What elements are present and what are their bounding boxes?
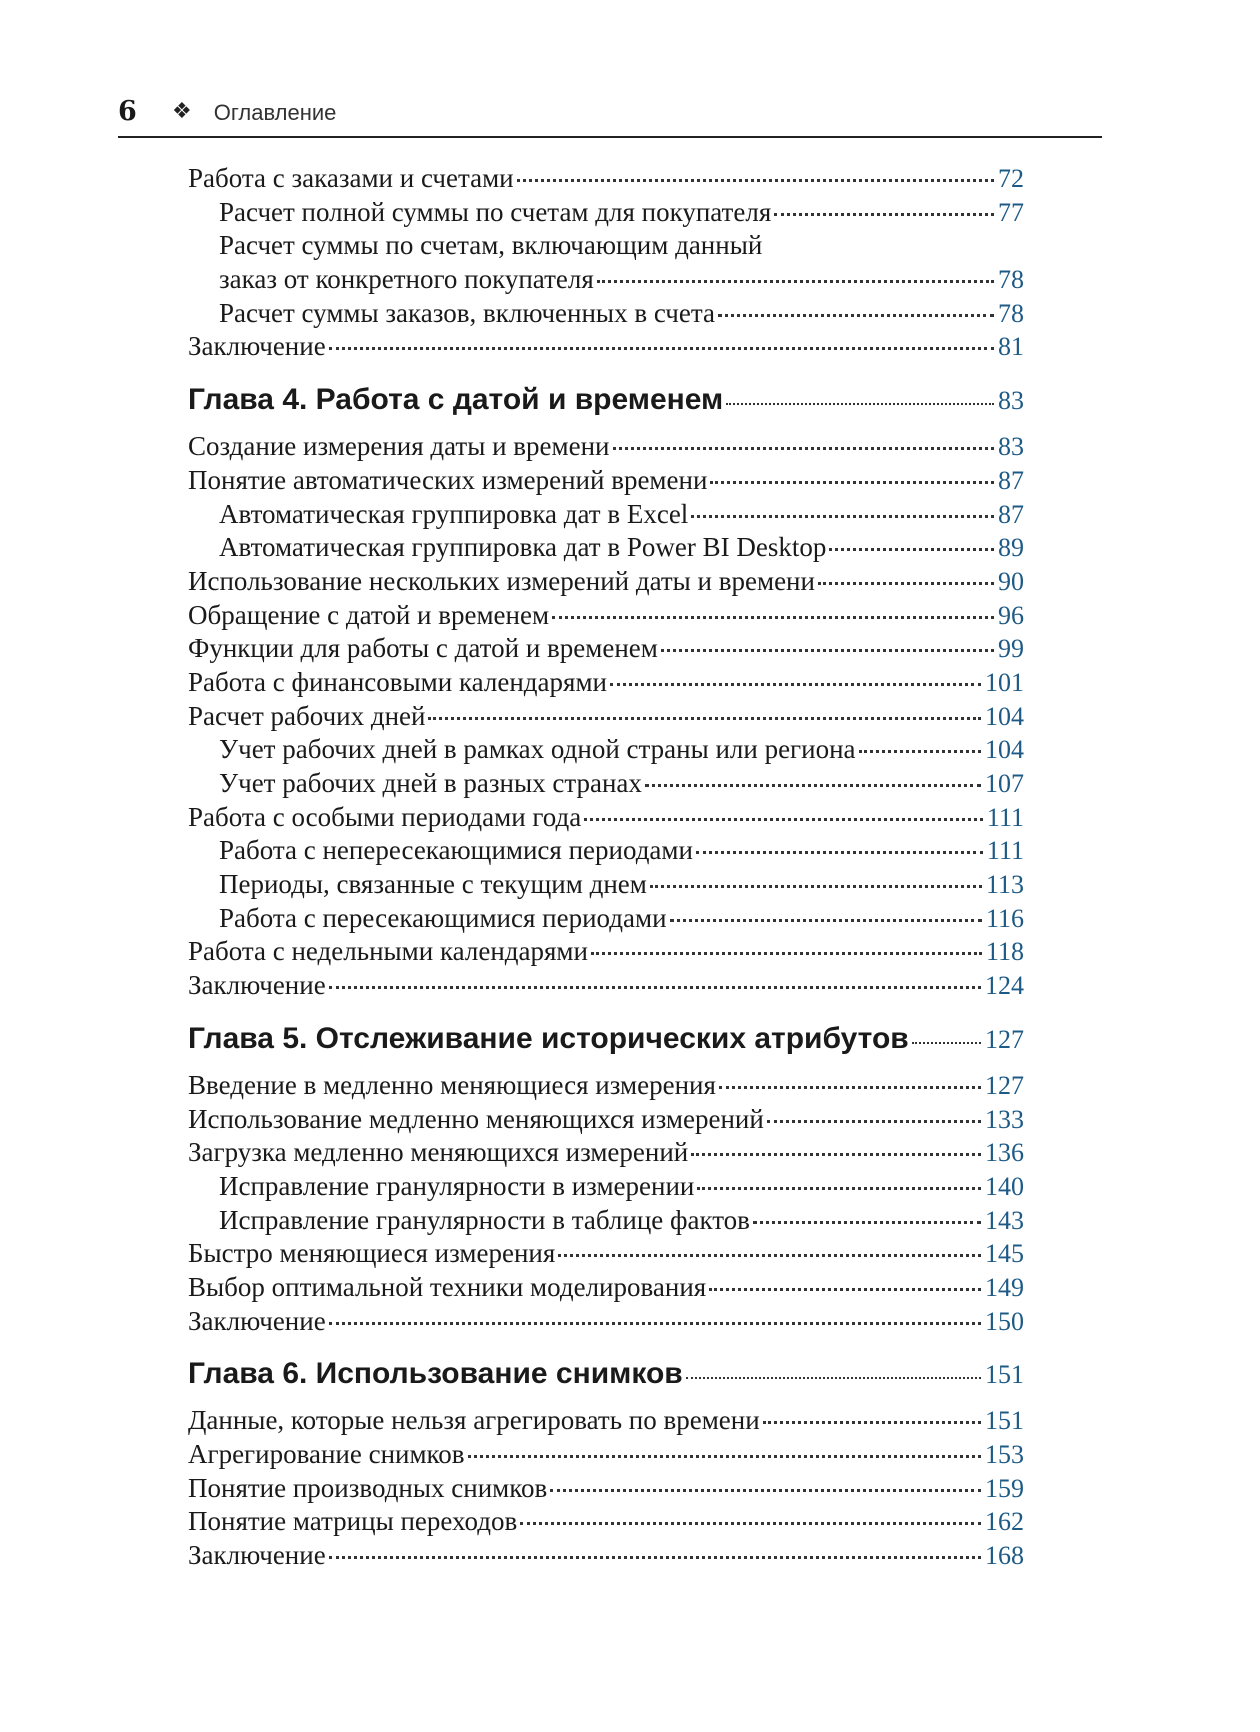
toc-entry[interactable] [188,1103,1024,1137]
dot-leader [650,885,982,888]
toc-entry-title: Расчет суммы по счетам, включающим данный [219,230,763,261]
dot-leader [697,1187,981,1190]
toc-entry-title: Учет рабочих дней в разных странах [219,768,642,798]
toc-page-number: 101 [985,667,1024,697]
toc-entry-title: заказ от конкретного покупателя [219,264,594,295]
dot-leader [718,314,994,317]
toc-entry[interactable] [188,767,1024,801]
toc-page-number: 78 [998,298,1024,328]
toc-entry[interactable] [188,834,1024,868]
dot-leader [661,649,994,652]
toc-entry-title: Работа с заказами и счетами [188,163,514,193]
toc-entry-title: Работа с недельными календарями [188,936,588,967]
toc-page-number: 111 [986,836,1024,866]
toc-entry[interactable] [188,498,1024,532]
page-header [118,96,1102,138]
toc-page-number: 99 [998,634,1024,664]
toc-page-number: 77 [998,197,1024,227]
toc-page-number: 72 [998,164,1024,193]
dot-leader [709,1288,981,1291]
toc-entry[interactable] [188,1170,1024,1204]
toc-entry-title: Расчет рабочих дней [188,700,426,731]
toc-entry-title: Быстро меняющиеся измерения [188,1238,556,1269]
dot-leader [763,1421,981,1424]
dot-leader [558,1254,981,1257]
toc-entry-title: Заключение [188,970,326,1001]
dot-leader [726,403,994,405]
toc-entry[interactable] [188,801,1024,835]
dot-leader [753,1221,981,1224]
dot-leader [818,582,994,585]
toc-entry[interactable] [188,1404,1024,1438]
toc-entry-title: Глава 5. Отслеживание исторических атрибутов [188,1021,909,1055]
toc-entry-title: Обращение с датой и временем [188,599,550,630]
toc-entry-title: Данные, которые нельзя агрегировать по времени [188,1405,760,1436]
toc-entry-title: Работа с финансовыми календарями [188,666,607,697]
toc-entry-title: Понятие матрицы переходов [188,1506,518,1537]
dot-leader [329,1322,981,1325]
toc-page-number: 162 [985,1507,1024,1537]
toc-entry[interactable] [188,700,1024,734]
dot-leader [591,952,982,955]
dot-leader [912,1042,981,1044]
toc-page-number: 118 [985,937,1024,967]
toc-entry-title: Использование нескольких измерений даты и времени [188,565,815,596]
toc-entry[interactable] [188,1438,1024,1472]
toc-page-number: 140 [985,1171,1024,1201]
toc-chapter-heading[interactable] [188,1019,1024,1061]
dot-leader [774,213,994,216]
toc-entry-title: Заключение [188,331,326,362]
toc-entry-title: Работа с пересекающимися периодами [219,902,667,933]
toc-page-number: 89 [998,533,1024,563]
toc-page-number: 133 [985,1104,1024,1134]
dot-leader [597,280,994,283]
dot-leader [767,1120,981,1123]
toc-page-number: 136 [985,1138,1024,1168]
toc-entry[interactable] [188,229,1024,263]
table-of-contents [188,162,1024,1573]
diamond-ornament-icon: ❖ [172,99,192,124]
toc-page-number: 150 [985,1306,1024,1336]
toc-entry[interactable] [188,1271,1024,1305]
toc-entry-title: Глава 6. Использование снимков [188,1357,683,1391]
toc-entry[interactable] [188,263,1024,297]
dot-leader [610,683,981,686]
running-title: Оглавление [213,100,337,125]
toc-page-number: 107 [985,769,1024,798]
toc-entry[interactable] [188,531,1024,565]
dot-leader [428,717,981,720]
toc-entry-title: Работа с непересекающимися периодами [219,835,693,866]
toc-entry-title: Создание измерения даты и времени [188,431,610,462]
toc-chapter-heading[interactable] [188,1354,1024,1396]
dot-leader [468,1455,981,1458]
toc-chapter-heading[interactable] [188,380,1024,422]
toc-page-number: 87 [998,465,1024,495]
toc-entry[interactable] [188,733,1024,767]
toc-page-number: 83 [998,432,1024,462]
toc-entry-title: Исправление гранулярности в таблице фактов [219,1204,750,1235]
toc-page-number: 149 [985,1272,1024,1302]
dot-leader [329,1556,981,1559]
toc-page-number: 127 [985,1070,1024,1100]
dot-leader [520,1522,981,1525]
toc-entry[interactable] [188,969,1024,1003]
dot-leader [550,1489,981,1492]
toc-entry[interactable] [188,162,1024,196]
page-number: 6 [118,96,137,127]
dot-leader [829,548,994,551]
dot-leader [691,515,994,518]
toc-page-number: 124 [985,971,1024,1001]
toc-entry[interactable] [188,1472,1024,1506]
toc-entry-title: Функции для работы с датой и временем [188,633,658,664]
toc-entry[interactable] [188,464,1024,498]
toc-entry-title: Использование медленно меняющихся измерений [188,1103,764,1134]
toc-entry[interactable] [188,330,1024,364]
toc-entry[interactable] [188,1204,1024,1238]
toc-entry[interactable] [188,1305,1024,1339]
toc-entry-title: Расчет полной суммы по счетам для покупателя [219,196,772,227]
toc-entry[interactable] [188,1539,1024,1573]
toc-page-number: 83 [998,386,1024,416]
dot-leader [691,1153,981,1156]
toc-entry-title: Работа с особыми периодами года [188,801,582,832]
toc-page-number: 90 [998,566,1024,596]
toc-page-number: 143 [985,1205,1024,1235]
toc-entry-title: Введение в медленно меняющиеся измерения [188,1069,716,1100]
dot-leader [613,447,994,450]
toc-page-number: 153 [985,1440,1024,1469]
toc-entry-title: Автоматическая группировка дат в Excel [219,498,689,529]
toc-entry-title: Автоматическая группировка дат в Power BI Desktop [219,532,827,563]
dot-leader [584,818,983,821]
toc-entry[interactable] [188,902,1024,936]
toc-page-number: 111 [986,802,1024,832]
toc-entry-title: Заключение [188,1305,326,1336]
toc-entry-title: Загрузка медленно меняющихся измерений [188,1137,689,1168]
toc-entry-title: Агрегирование снимков [188,1439,465,1469]
toc-entry-title: Понятие производных снимков [188,1472,548,1503]
toc-entry[interactable] [188,565,1024,599]
dot-leader [710,481,994,484]
toc-page-number: 96 [998,600,1024,630]
dot-leader [670,919,982,922]
toc-page-number: 151 [985,1406,1024,1436]
toc-page-number: 116 [985,903,1024,933]
toc-entry[interactable] [188,632,1024,666]
dot-leader [719,1086,981,1089]
toc-entry[interactable] [188,599,1024,633]
dot-leader [329,986,981,989]
dot-leader [696,851,983,854]
toc-entry-title: Выбор оптимальной техники моделирования [188,1271,707,1302]
toc-page-number: 145 [985,1239,1024,1269]
toc-page-number: 168 [985,1541,1024,1571]
toc-entry-title: Исправление гранулярности в измерении [219,1170,695,1201]
toc-entry[interactable] [188,1237,1024,1271]
toc-entry[interactable] [188,666,1024,700]
toc-entry-title: Заключение [188,1540,326,1571]
toc-page-number: 104 [985,735,1024,765]
toc-page-number: 159 [985,1473,1024,1503]
toc-page-number: 81 [998,332,1024,362]
toc-page-number: 87 [998,499,1024,529]
toc-entry-title: Глава 4. Работа с датой и временем [188,383,724,417]
toc-entry-title: Понятие автоматических измерений времени [188,464,708,495]
toc-page-number: 113 [985,870,1024,900]
toc-entry[interactable] [188,935,1024,969]
toc-entry[interactable] [188,868,1024,902]
toc-entry[interactable] [188,1136,1024,1170]
toc-entry[interactable] [188,297,1024,331]
toc-entry[interactable] [188,1505,1024,1539]
dot-leader [645,784,981,787]
dot-leader [686,1377,981,1379]
toc-page-number: 127 [985,1024,1024,1054]
dot-leader [517,179,994,182]
dot-leader [859,750,981,753]
toc-page-number: 104 [985,701,1024,731]
toc-entry-title: Периоды, связанные с текущим днем [219,869,647,900]
toc-entry[interactable] [188,430,1024,464]
dot-leader [329,347,994,350]
toc-entry-title: Расчет суммы заказов, включенных в счета [219,297,715,328]
toc-entry-title: Учет рабочих дней в рамках одной страны или региона [219,734,856,765]
toc-entry[interactable] [188,1069,1024,1103]
toc-page-number: 78 [998,265,1024,295]
toc-page-number: 151 [985,1360,1024,1390]
dot-leader [552,616,994,619]
toc-entry[interactable] [188,196,1024,230]
